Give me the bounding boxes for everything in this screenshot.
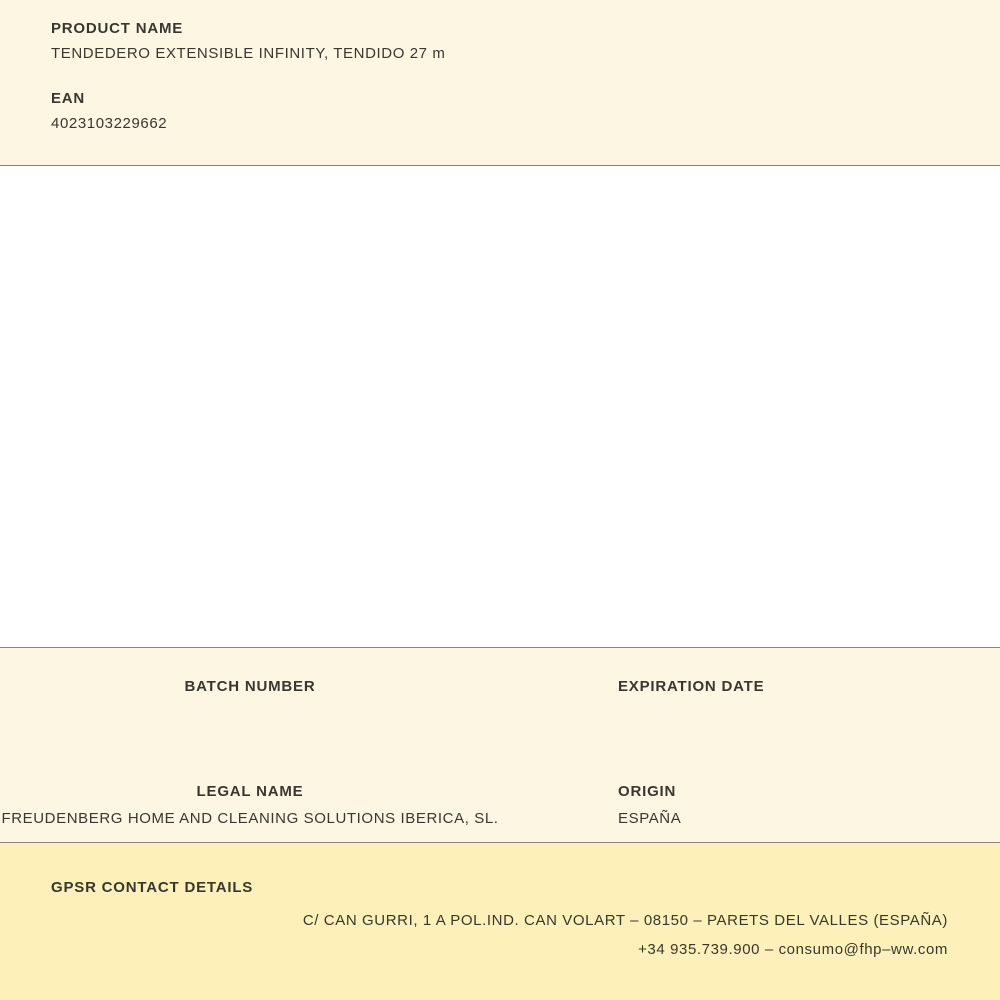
product-name-value: TENDEDERO EXTENSIBLE INFINITY, TENDIDO 27 m	[51, 45, 446, 62]
product-image-area	[0, 166, 1000, 648]
product-name-label: PRODUCT NAME	[51, 20, 184, 37]
ean-value: 4023103229662	[51, 115, 168, 132]
legal-name-value: FREUDENBERG HOME AND CLEANING SOLUTIONS IBERICA, SL.	[1, 810, 499, 827]
legal-name-label: LEGAL NAME	[196, 783, 304, 800]
product-name-field	[0, 20, 1000, 62]
batch-number-value	[0, 705, 500, 723]
batch-expiration-row	[0, 648, 1000, 723]
batch-number-label: BATCH NUMBER	[184, 678, 316, 695]
gpsr-contact-info: +34 935.739.900 – consumo@fhp–ww.com	[638, 941, 948, 958]
expiration-date-label: EXPIRATION DATE	[618, 678, 765, 695]
product-header-section	[0, 0, 1000, 166]
origin-field	[500, 783, 1000, 828]
expiration-date-value	[618, 705, 1000, 723]
origin-label: ORIGIN	[618, 783, 677, 800]
origin-value: ESPAÑA	[618, 810, 682, 827]
batch-number-field	[0, 678, 500, 723]
ean-field	[0, 90, 1000, 132]
gpsr-contact-label: GPSR CONTACT DETAILS	[51, 879, 254, 896]
gpsr-address: C/ CAN GURRI, 1 A POL.IND. CAN VOLART – 08150 – PARETS DEL VALLES (ESPAÑA)	[302, 912, 948, 929]
legal-name-field	[0, 783, 500, 828]
expiration-date-field	[500, 678, 1000, 723]
ean-label: EAN	[51, 90, 86, 107]
product-details-section	[0, 648, 1000, 843]
legal-origin-row	[0, 723, 1000, 828]
gpsr-contact-section	[0, 843, 1000, 1000]
